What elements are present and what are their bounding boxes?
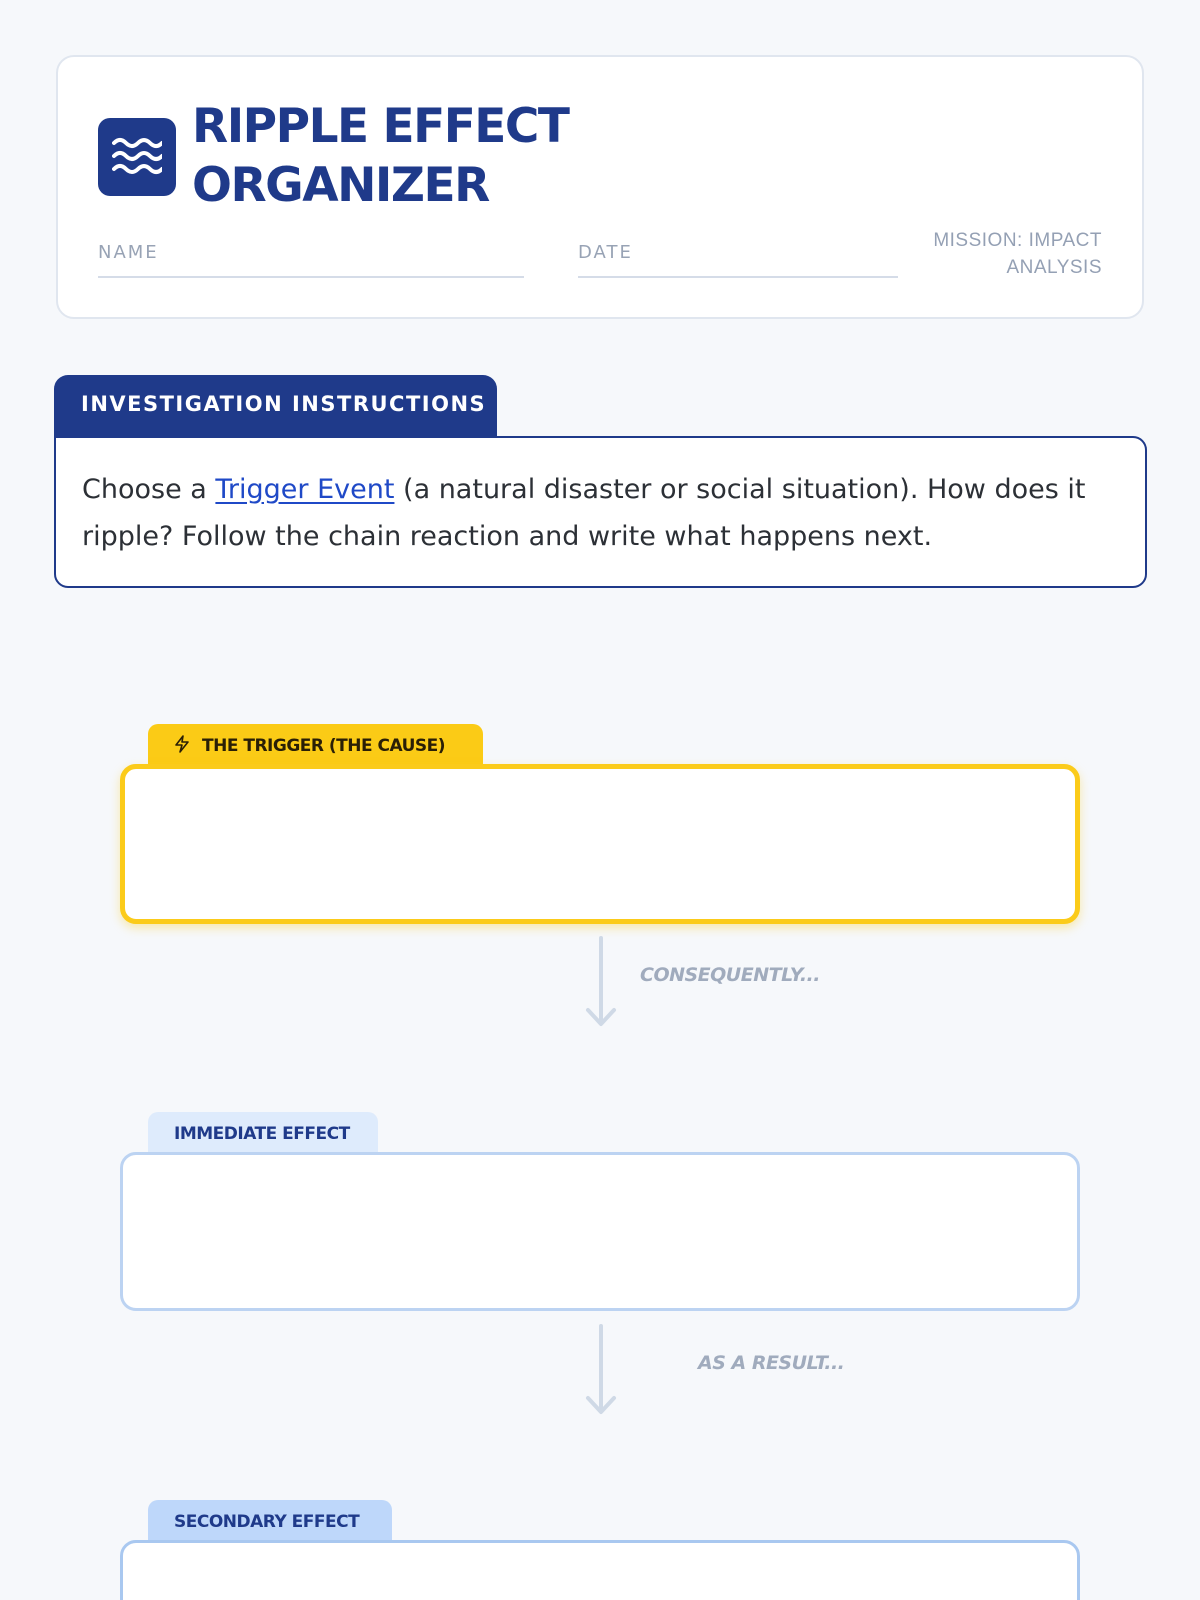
title-line-2: ORGANIZER [192, 158, 489, 213]
down-arrow-icon [585, 936, 617, 1028]
header-card [56, 55, 1144, 319]
mission-line-2: ANALYSIS [1006, 257, 1102, 278]
connector-consequently: CONSEQUENTLY... [640, 964, 820, 986]
instructions-box [54, 436, 1147, 588]
mission-line-1: MISSION: IMPACT [933, 230, 1102, 251]
instructions-text-after: (a natural disaster or social situation). How does it ripple? Follow the chain reaction and write what happens next. [82, 474, 1086, 552]
trigger-label: THE TRIGGER (THE CAUSE) [202, 736, 446, 756]
immediate-effect-tab: IMMEDIATE EFFECT [148, 1112, 378, 1156]
name-label: NAME [98, 242, 159, 263]
immediate-effect-answer-box[interactable] [120, 1152, 1080, 1311]
secondary-effect-tab: SECONDARY EFFECT [148, 1500, 392, 1544]
waves-icon [112, 135, 162, 179]
instructions-text-before: Choose a [82, 474, 216, 505]
trigger-tab [148, 724, 483, 768]
secondary-effect-answer-box[interactable] [120, 1540, 1080, 1600]
page-title [192, 97, 568, 215]
down-arrow-icon [585, 1324, 617, 1416]
trigger-event-highlight: Trigger Event [215, 474, 395, 505]
instructions-tab: INVESTIGATION INSTRUCTIONS [54, 375, 497, 439]
logo-badge [98, 118, 176, 196]
date-label: DATE [578, 242, 633, 263]
connector-as-a-result: AS A RESULT... [698, 1352, 845, 1374]
lightning-bolt-icon [174, 735, 190, 753]
title-line-1: RIPPLE EFFECT [192, 99, 569, 154]
name-field[interactable] [98, 242, 524, 278]
trigger-answer-box[interactable] [120, 764, 1080, 924]
date-field[interactable] [578, 242, 898, 278]
mission-label [882, 227, 1102, 281]
